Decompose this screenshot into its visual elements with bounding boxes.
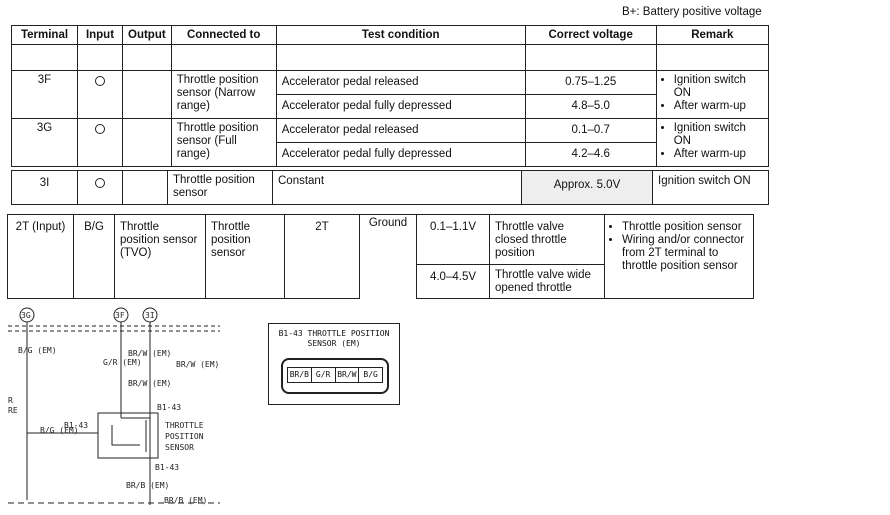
connector-ref: B1-43 — [155, 463, 180, 472]
header-remark: Remark — [656, 26, 768, 45]
terminal-marker — [20, 308, 34, 322]
table-row — [12, 171, 769, 205]
connected-cell: Throttle position sensor — [206, 215, 285, 299]
terminal-cell: 2T (Input) — [8, 215, 74, 299]
range-voltage-cell: 0.1–1.1V — [417, 215, 490, 265]
terminal-marker — [143, 308, 157, 322]
connector-pin: BR/B — [288, 368, 312, 382]
connected-to-cell: Throttle position sensor (Full range) — [171, 119, 276, 167]
terminal-cell: 3I — [12, 171, 78, 205]
wire-color-cell: B/G — [74, 215, 115, 299]
table-row — [12, 71, 769, 95]
connector-ref: B1-43 — [64, 421, 89, 430]
sensor-label: POSITION — [165, 432, 204, 441]
terminal-cell: 3F — [12, 71, 78, 119]
header-terminal: Terminal — [12, 26, 78, 45]
header-test-condition: Test condition — [276, 26, 525, 45]
input-mark-icon — [78, 71, 123, 119]
remark-item: • After warm-up — [674, 100, 763, 113]
header-connected-to: Connected to — [171, 26, 276, 45]
table-spacer-row — [12, 45, 769, 71]
terminal-3i-table — [11, 170, 769, 205]
component-cell: Throttle position sensor (TVO) — [115, 215, 206, 299]
wiring-diagram — [0, 300, 240, 515]
ground-cell: Ground — [360, 215, 417, 299]
wire-label: G/R (EM) — [103, 358, 142, 367]
remark-cell: Ignition switch ON — [653, 171, 769, 205]
sensor-box — [98, 413, 158, 458]
voltage-cell: 4.8–5.0 — [525, 95, 656, 119]
wire-label: B/G (EM) — [40, 426, 79, 435]
input-mark-icon — [78, 119, 123, 167]
wire-label: B/G (EM) — [18, 346, 57, 355]
condition-cell: Accelerator pedal fully depressed — [276, 95, 525, 119]
tvo-table — [7, 214, 754, 299]
connector-ref: B1-43 — [157, 403, 182, 412]
voltage-cell: 0.1–0.7 — [525, 119, 656, 143]
connector-body — [281, 358, 389, 394]
condition-cell: Constant — [273, 171, 522, 205]
remark-item: • Wiring and/or connector from 2T terminal to throttle position sensor — [622, 234, 748, 273]
remark-item: • After warm-up — [674, 148, 763, 161]
remark-item: • Ignition switch ON — [674, 122, 763, 148]
connector-view — [268, 323, 400, 405]
output-cell — [123, 119, 172, 167]
battery-legend: B+: Battery positive voltage — [622, 6, 762, 18]
connected-to-cell: Throttle position sensor — [168, 171, 273, 205]
sensor-label: THROTTLE — [165, 421, 204, 430]
header-output: Output — [123, 26, 172, 45]
wire-label: BR/B (EM) — [164, 496, 208, 505]
connector-pin: B/G — [363, 370, 378, 379]
wire-label: BR/W (EM) — [128, 349, 172, 358]
condition-cell: Accelerator pedal released — [276, 119, 525, 143]
table-row — [8, 215, 754, 265]
header-input: Input — [78, 26, 123, 45]
output-cell — [123, 171, 168, 205]
table-row — [12, 119, 769, 143]
voltage-cell: 4.2–4.6 — [525, 143, 656, 167]
svg-text:3G: 3G — [21, 311, 31, 320]
terminal-table — [11, 25, 769, 167]
terminal-cell: 3G — [12, 119, 78, 167]
condition-cell: Accelerator pedal fully depressed — [276, 143, 525, 167]
pin-cell: 2T — [285, 215, 360, 299]
connector-title: B1-43 THROTTLE POSITION — [278, 329, 390, 338]
output-cell — [123, 71, 172, 119]
voltage-cell: 0.75–1.25 — [525, 71, 656, 95]
svg-text:3I: 3I — [145, 311, 155, 320]
terminal-marker — [114, 308, 128, 322]
range-state-cell: Throttle valve wide opened throttle — [490, 265, 605, 299]
remark-cell — [656, 71, 768, 119]
table-header-row — [12, 26, 769, 45]
connector-subtitle: SENSOR (EM) — [307, 339, 361, 348]
range-voltage-cell: 4.0–4.5V — [417, 265, 490, 299]
header-correct-voltage: Correct voltage — [525, 26, 656, 45]
left-label: R — [8, 396, 13, 405]
remark-item: • Throttle position sensor — [622, 221, 748, 234]
wire-label: BR/W (EM) — [128, 379, 172, 388]
remark-cell — [605, 215, 754, 299]
remark-cell — [656, 119, 768, 167]
connected-to-cell: Throttle position sensor (Narrow range) — [171, 71, 276, 119]
wire-label: BR/B (EM) — [126, 481, 170, 490]
left-label: RE — [8, 406, 18, 415]
wire-label: BR/W (EM) — [176, 360, 220, 369]
remark-item: • Ignition switch ON — [674, 74, 763, 100]
input-mark-icon — [78, 171, 123, 205]
condition-cell: Accelerator pedal released — [276, 71, 525, 95]
sensor-label: SENSOR — [165, 443, 194, 452]
connector-pin: BR/W — [336, 368, 360, 382]
voltage-cell: Approx. 5.0V — [522, 171, 653, 205]
svg-text:3F: 3F — [115, 311, 125, 320]
connector-pin: G/R — [312, 368, 336, 382]
range-state-cell: Throttle valve closed throttle position — [490, 215, 605, 265]
